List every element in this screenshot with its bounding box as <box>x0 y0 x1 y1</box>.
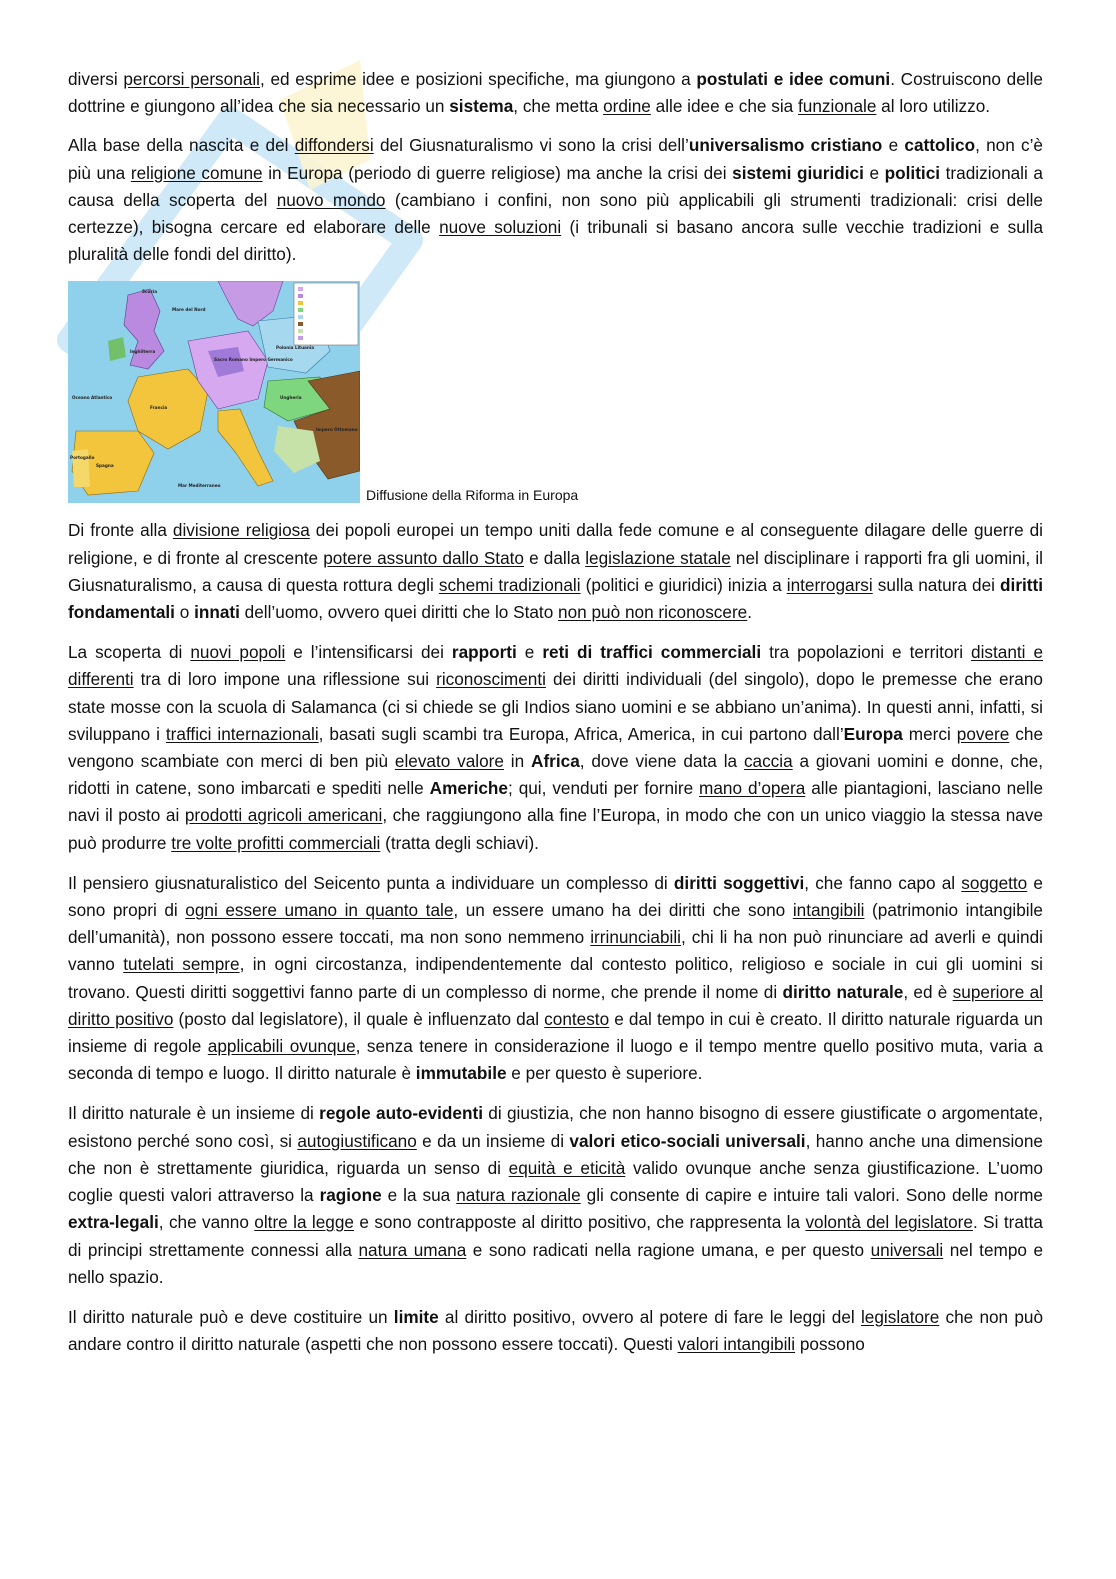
figure-caption: Diffusione della Riforma in Europa <box>366 487 579 504</box>
text-run: possono <box>795 1334 865 1355</box>
text-run: nel disciplinare i rapporti fra gli uomini, il Giusnaturalismo, a causa di questa rottura degli <box>68 547 1043 595</box>
bold-text: reti di traffici commerciali <box>542 642 762 663</box>
bold-text: rapporti <box>451 642 517 663</box>
underlined-text: ogni essere umano in quanto tale <box>185 900 454 921</box>
text-run: , dove viene data la <box>579 751 744 772</box>
map-label: Ungheria <box>280 395 302 401</box>
text-run: o <box>174 602 195 623</box>
text-run: che non può andare contro il diritto naturale (aspetti che non possono essere toccati). Questi <box>68 1306 1043 1355</box>
map-label: Sacro Romano Impero Germanico <box>214 357 293 363</box>
underlined-text: interrogarsi <box>786 574 873 595</box>
bold-text: regole auto-evidenti <box>319 1103 483 1124</box>
paragraph <box>68 1304 1043 1358</box>
underlined-text: applicabili ovunque <box>207 1036 356 1057</box>
text-run: , senza tenere in considerazione il luogo e il tempo mentre quello positivo muta, varia a seconda di tempo e luogo. Il diritto naturale è <box>68 1036 1043 1084</box>
paragraph <box>68 639 1043 857</box>
paragraph <box>68 66 1043 120</box>
text-run: e dalla <box>523 547 586 568</box>
underlined-text: valori intangibili <box>677 1334 796 1355</box>
underlined-text: riconoscimenti <box>436 669 546 690</box>
text-run: (i tribunali si basano ancora sulle vecchie tradizioni e sulla pluralità delle fondi del diritto). <box>68 217 1043 265</box>
paragraph <box>68 1100 1043 1290</box>
text-run: (politici e giuridici) inizia a <box>580 574 787 595</box>
underlined-text: elevato valore <box>394 751 504 772</box>
text-run: , che raggiungono alla fine l’Europa, in modo che con un unico viaggio la stessa nave può produrre <box>68 805 1043 853</box>
text-run: alle piantagioni, lasciano nelle navi il posto ai <box>68 778 1043 826</box>
bold-text: universalismo cristiano <box>688 135 883 156</box>
bold-text: Europa <box>843 723 903 744</box>
paragraph <box>68 132 1043 268</box>
text-run: in Europa (periodo di guerre religiose) ma anche la crisi dei <box>262 162 733 183</box>
underlined-text: distanti e differenti <box>68 642 1044 690</box>
underlined-text: tutelati sempre <box>123 954 240 975</box>
text-run: ; qui, venduti per fornire <box>508 778 700 799</box>
text-run: . <box>747 602 753 623</box>
document-page <box>68 66 1043 1371</box>
underlined-text: legislazione statale <box>585 547 731 568</box>
text-run: , hanno anche una dimensione che non è strettamente giuridica, riguarda un senso di <box>68 1130 1043 1178</box>
text-run: al diritto positivo, ovvero al potere di fare le leggi del <box>438 1306 861 1327</box>
text-run: Di fronte alla <box>68 520 173 541</box>
underlined-text: prodotti agricoli americani <box>184 805 383 826</box>
underlined-text: contesto <box>544 1008 610 1029</box>
bold-text: valori etico-sociali universali <box>569 1130 806 1151</box>
underlined-text: religione comune <box>130 162 263 183</box>
text-run: e per questo è superiore. <box>506 1063 703 1084</box>
text-run: , ed esprime idee e posizioni specifiche, ma giungono a <box>259 69 697 89</box>
map-label: Mare del Nord <box>172 307 206 313</box>
map-label: Scozia <box>142 289 158 295</box>
text-run: di giustizia, che non hanno bisogno di essere giustificate o argomentate, esistono perché sono così, si <box>68 1103 1043 1151</box>
map-label: Spagna <box>96 463 114 469</box>
underlined-text: ordine <box>603 96 651 117</box>
bold-text: diritto naturale <box>782 981 904 1002</box>
text-run: La scoperta di <box>68 642 191 663</box>
text-run: Il diritto naturale può e deve costituire un <box>68 1306 394 1327</box>
text-run: (patrimonio intangibile dell’umanità), non possono essere toccati, ma non sono nemmeno <box>68 900 1043 948</box>
bold-text: limite <box>393 1306 439 1327</box>
text-run: in <box>503 751 532 772</box>
underlined-text: irrinunciabili <box>590 927 681 948</box>
figure <box>68 281 1043 509</box>
bold-text: Africa <box>531 751 580 772</box>
underlined-text: volontà del legislatore <box>805 1212 973 1233</box>
text-run: al loro utilizzo. <box>876 96 991 117</box>
text-run: Il pensiero giusnaturalistico del Seicento punta a individuare un complesso di <box>68 872 674 893</box>
bold-text: ragione <box>319 1185 382 1206</box>
underlined-text: caccia <box>743 751 793 772</box>
underlined-text: tre volte profitti commerciali <box>171 832 381 853</box>
text-run: tra di loro impone una riflessione sui <box>133 669 437 690</box>
map-label: Impero Ottomano <box>316 427 358 433</box>
text-run: e dal tempo in cui è creato. Il diritto naturale riguarda un insieme di regole <box>68 1008 1043 1057</box>
text-run: . Costruiscono delle dottrine e giungono all’idea che sia necessario un <box>68 69 1043 117</box>
bold-text: sistemi giuridici <box>732 162 864 183</box>
text-run: (tratta degli schiavi). <box>380 832 539 853</box>
bold-text: diritti soggettivi <box>673 872 805 893</box>
text-run: . Si tratta di principi strettamente connessi alla <box>68 1212 1043 1260</box>
text-run: che vengono scambiate con merci di ben più <box>68 723 1044 772</box>
map-label: Portogallo <box>70 455 95 461</box>
text-run: valido ovunque anche senza giustificazione. L’uomo coglie questi valori attraverso la <box>68 1157 1043 1206</box>
text-run: , ed è <box>903 981 953 1002</box>
map-label: Francia <box>150 405 168 411</box>
text-run: , che fanno capo al <box>804 872 962 893</box>
underlined-text: divisione religiosa <box>172 520 310 541</box>
text-run: tra popolazioni e territori <box>761 642 972 663</box>
text-run: e da un insieme di <box>416 1130 570 1151</box>
text-run: , in ogni circostanza, indipendentemente dal contesto politico, religioso e sociale in cui gli uomini si trovano. Questi diritti soggettivi fanno parte di un complesso di norme, che prende il nome di <box>68 954 1043 1002</box>
underlined-text: legislatore <box>860 1306 940 1327</box>
map-label: Oceano Atlantico <box>72 395 113 401</box>
underlined-text: natura umana <box>358 1239 467 1260</box>
bold-text: postulati e idee comuni <box>696 69 891 89</box>
text-run: (cambiano i confini, non sono più applicabili gli strumenti tradizionali: crisi delle certezze), bisogna cercare ed elaborare delle <box>68 189 1043 238</box>
text-run: dei popoli europei un tempo uniti dalla fede comune e al conseguente dilagare delle guerre di religione, e di fronte al crescente <box>68 520 1043 568</box>
text-run: e <box>516 642 543 663</box>
text-run: , chi li ha non può rinunciare ad averli e quindi vanno <box>68 927 1043 975</box>
text-run: sulla natura dei <box>872 574 1001 595</box>
underlined-text: nuovi popoli <box>190 642 286 663</box>
map-label: Polonia Lituania <box>276 345 315 351</box>
map-label: Inghilterra <box>130 349 156 355</box>
underlined-text: intangibili <box>792 900 865 921</box>
bold-text: immutabile <box>415 1063 507 1084</box>
text-run: del Giusnaturalismo vi sono la crisi dell’ <box>373 135 689 156</box>
bold-text: politici <box>884 162 941 183</box>
text-run: e <box>863 162 885 183</box>
text-run: , non c’è più una <box>68 135 1043 183</box>
paragraph <box>68 870 1043 1088</box>
text-run: tradizionali a causa della scoperta del <box>68 162 1043 210</box>
text-run: , basati sugli scambi tra Europa, Africa, America, in cui partono dall’ <box>318 723 844 744</box>
text-run: , un essere umano ha dei diritti che sono <box>453 900 793 921</box>
underlined-text: percorsi personali <box>123 69 260 89</box>
bold-text: innati <box>194 602 240 623</box>
bold-text: sistema <box>449 96 514 117</box>
text-run: gli consente di capire e intuire tali valori. Sono delle norme <box>580 1185 1043 1206</box>
text-run: a giovani uomini e donne, che, ridotti in catene, sono imbarcati e spediti nelle <box>68 751 1043 799</box>
underlined-text: soggetto <box>961 872 1028 893</box>
underlined-text: natura razionale <box>456 1185 581 1206</box>
underlined-text: universali <box>870 1239 944 1260</box>
underlined-text: diffondersi <box>294 135 374 156</box>
text-run: e sono radicati nella ragione umana, e per questo <box>466 1239 871 1260</box>
text-run: dell’uomo, ovvero quei diritti che lo Stato <box>239 602 559 623</box>
underlined-text: traffici internazionali <box>165 723 319 744</box>
underlined-text: autogiustificano <box>297 1130 417 1151</box>
underlined-text: nuove soluzioni <box>439 217 562 238</box>
text-run: (posto dal legislatore), il quale è influenzato dal <box>173 1008 545 1029</box>
text-run: Alla base della nascita e del <box>68 135 295 156</box>
map-label: Mar Mediterraneo <box>178 483 221 489</box>
europe-reformation-map <box>68 281 360 503</box>
underlined-text: non può non riconoscere <box>558 602 748 623</box>
text-run: Il diritto naturale è un insieme di <box>68 1103 320 1124</box>
text-run: merci <box>902 723 957 744</box>
underlined-text: funzionale <box>798 96 877 117</box>
text-run: nel tempo e nello spazio. <box>68 1239 1044 1287</box>
text-run: dei diritti individuali (del singolo), dopo le premesse che erano state mosse con la scuola di Salamanca (ci si chiede se gli Indios siano uomini e se abbiano un’anima). In questi anni, infatti, si sviluppano i <box>68 669 1043 744</box>
text-run: , che vanno <box>158 1212 255 1233</box>
paragraph <box>68 517 1043 626</box>
bold-text: diritti fondamentali <box>68 574 1044 623</box>
text-run: e <box>882 135 905 156</box>
text-run: e la sua <box>381 1185 457 1206</box>
underlined-text: oltre la legge <box>254 1212 354 1233</box>
text-run: alle idee e che sia <box>650 96 799 117</box>
bold-text: Americhe <box>429 778 508 799</box>
underlined-text: potere assunto dallo Stato <box>323 547 524 568</box>
bold-text: cattolico <box>904 135 976 156</box>
text-run: , che metta <box>513 96 604 117</box>
text-run: e l’intensificarsi dei <box>285 642 452 663</box>
bold-text: extra-legali <box>68 1212 159 1233</box>
underlined-text: nuovo mondo <box>276 189 386 210</box>
text-run: diversi <box>68 69 124 89</box>
text-run: e sono contrapposte al diritto positivo, che rappresenta la <box>353 1212 806 1233</box>
underlined-text: schemi tradizionali <box>438 574 581 595</box>
underlined-text: superiore al diritto positivo <box>68 981 1044 1029</box>
underlined-text: mano d’opera <box>699 778 806 799</box>
underlined-text: equità e eticità <box>508 1157 626 1178</box>
text-run: e sono propri di <box>68 872 1043 921</box>
underlined-text: povere <box>956 723 1010 744</box>
